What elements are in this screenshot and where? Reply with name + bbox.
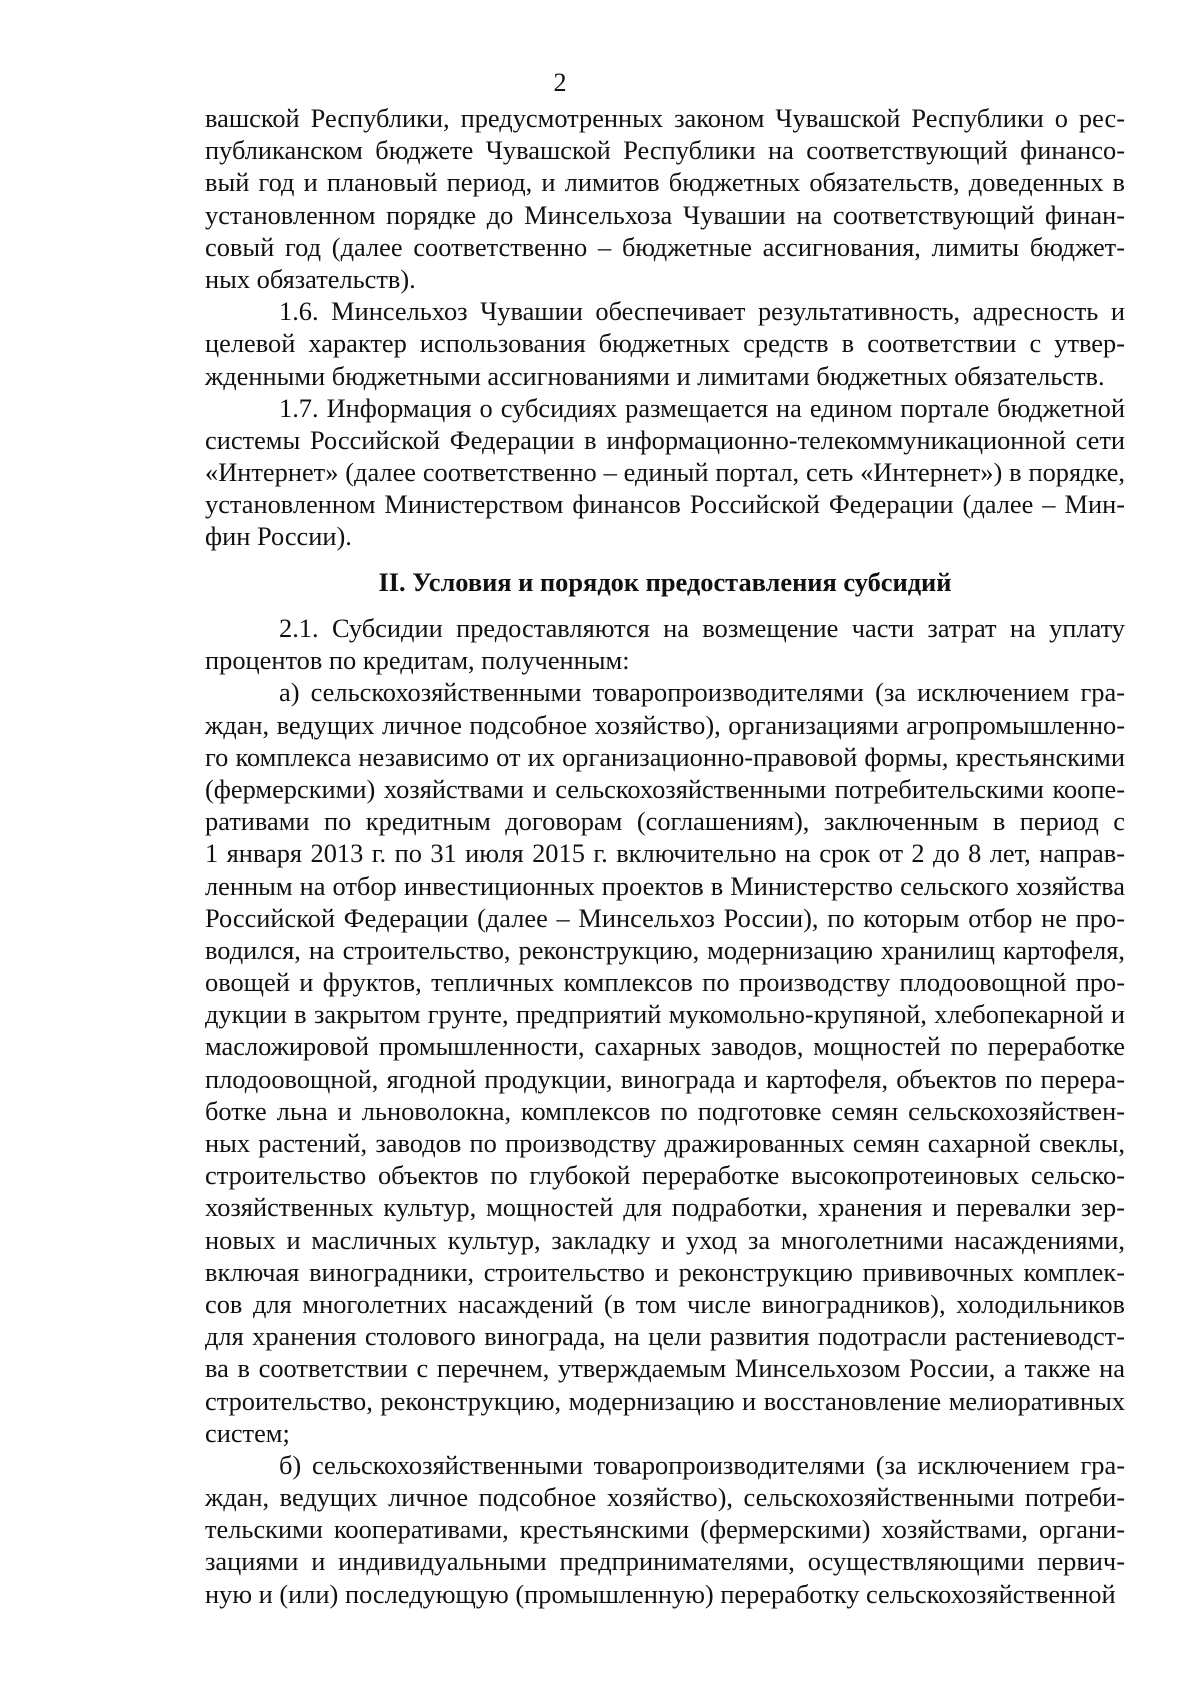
text-line: тельскими кооперативами, крестьянскими (фермерскими) хозяйствами, органи- [205, 1514, 1125, 1545]
text-block-section-1 [205, 102, 1125, 553]
text-line: (фермерскими) хозяйствами и сельскохозяйственными потребительскими коопе- [205, 773, 1125, 804]
text-line: овощей и фруктов, тепличных комплексов по производству плодоовощной про- [205, 967, 1125, 998]
text-line: го комплекса независимо от их организационно-правовой формы, крестьянскими [205, 741, 1125, 772]
text-line: 1.6. Минсельхоз Чувашии обеспечивает результативность, адресность и [279, 296, 1125, 327]
text-line: для хранения столового винограда, на цели развития подотрасли растениеводст- [205, 1321, 1125, 1352]
text-line: новых и масличных культур, закладку и уход за многолетними насаждениями, [205, 1224, 1125, 1255]
text-line: ботке льна и льноволокна, комплексов по подготовке семян сельскохозяйствен- [205, 1095, 1125, 1126]
text-line: масложировой промышленности, сахарных заводов, мощностей по переработке [205, 1031, 1125, 1062]
text-line: ва в соответствии с перечнем, утверждаемым Минсельхозом России, а также на [205, 1353, 1125, 1384]
text-line: ративами по кредитным договорам (соглашениям), заключенным в период с [205, 806, 1125, 837]
text-line: строительство, реконструкцию, модернизацию и восстановление мелиоративных [205, 1385, 1125, 1416]
text-line: целевой характер использования бюджетных средств в соответствии с утвер- [205, 328, 1125, 359]
text-line: установленном порядке до Минсельхоза Чувашии на соответствующий финан- [205, 199, 1125, 230]
text-line: сов для многолетних насаждений (в том числе виноградников), холодильников [205, 1288, 1125, 1319]
text-line: ных растений, заводов по производству дражированных семян сахарной свеклы, [205, 1128, 1125, 1158]
text-line: б) сельскохозяйственными товаропроизводителями (за исключением гра- [279, 1449, 1125, 1480]
text-line: строительство объектов по глубокой переработке высокопротеиновых сельско- [205, 1160, 1125, 1191]
text-line: совый год (далее соответственно – бюджетные ассигнования, лимиты бюджет- [205, 231, 1125, 262]
text-line: жденными бюджетными ассигнованиями и лимитами бюджетных обязательств. [205, 360, 1105, 391]
text-line: процентов по кредитам, полученным: [205, 645, 630, 676]
text-line: Российской Федерации (далее – Минсельхоз России), по которым отбор не про- [205, 902, 1125, 933]
text-line: 1 января 2013 г. по 31 июля 2015 г. включительно на срок от 2 до 8 лет, направ- [205, 838, 1125, 869]
text-line: плодоовощной, ягодной продукции, винограда и картофеля, объектов по перера- [205, 1063, 1125, 1094]
text-line: дукции в закрытом грунте, предприятий мукомольно-крупяной, хлебопекарной и [205, 999, 1125, 1030]
text-line: «Интернет» (далее соответственно – единый портал, сеть «Интернет») в порядке, [205, 457, 1125, 488]
page-number: 2 [553, 68, 567, 97]
text-line: установленном Министерством финансов Российской Федерации (далее – Мин- [205, 489, 1125, 520]
text-line: ленным на отбор инвестиционных проектов в Министерство сельского хозяйства [205, 870, 1125, 901]
text-line: ных обязательств). [205, 263, 416, 294]
text-line: 2.1. Субсидии предоставляются на возмещение части затрат на уплату [279, 613, 1125, 643]
text-line: ждан, ведущих личное подсобное хозяйство), сельскохозяйственными потреби- [205, 1482, 1125, 1513]
text-line: хозяйственных культур, мощностей для подработки, хранения и перевалки зер- [205, 1192, 1125, 1223]
text-line: фин России). [205, 521, 352, 552]
text-line: зациями и индивидуальными предпринимателями, осуществляющими первич- [205, 1546, 1125, 1577]
text-line: а) сельскохозяйственными товаропроизводителями (за исключением гра- [279, 677, 1125, 708]
text-line: системы Российской Федерации в информационно-телекоммуникационной сети [205, 424, 1125, 455]
text-line: включая виноградники, строительство и реконструкцию прививочных комплек- [205, 1256, 1125, 1287]
text-line: публиканском бюджете Чувашской Республики на соответствующий финансо- [205, 135, 1125, 166]
text-block-section-2 [205, 612, 1125, 1610]
text-line: ную и (или) последующую (промышленную) переработку сельскохозяйственной [205, 1578, 1116, 1609]
section-heading: II. Условия и порядок предоставления субсидий [378, 567, 952, 597]
text-line: вашской Республики, предусмотренных законом Чувашской Республики о рес- [205, 103, 1125, 133]
text-line: ждан, ведущих личное подсобное хозяйство), организациями агропромышленно- [205, 709, 1125, 740]
text-line: систем; [205, 1417, 290, 1448]
text-line: водился, на строительство, реконструкцию, модернизацию хранилищ картофеля, [205, 934, 1125, 965]
text-line: 1.7. Информация о субсидиях размещается на едином портале бюджетной [279, 392, 1125, 423]
text-line: вый год и плановый период, и лимитов бюджетных обязательств, доведенных в [205, 167, 1125, 198]
